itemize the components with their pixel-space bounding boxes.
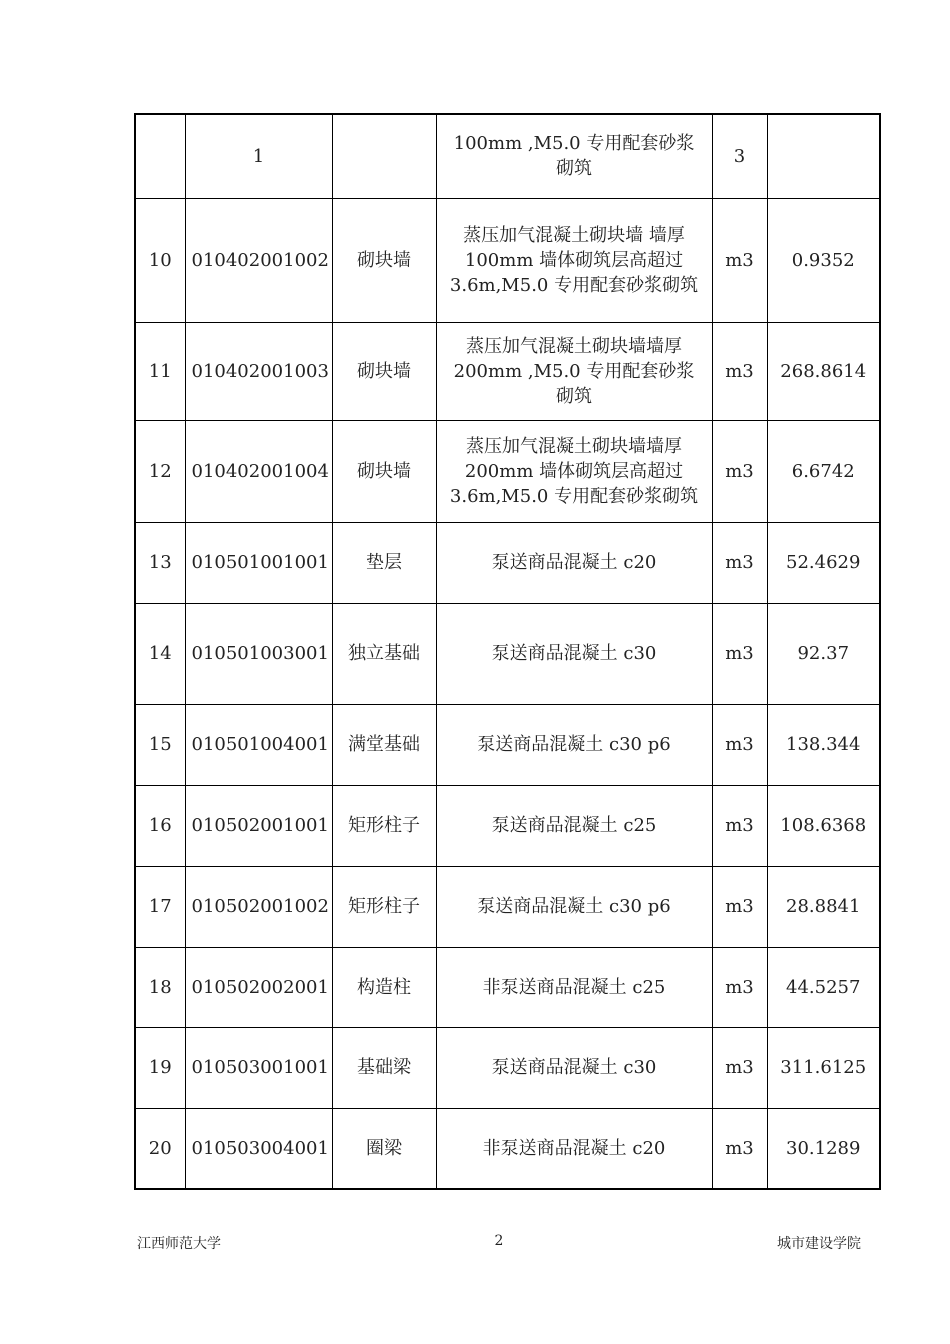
table-row	[135, 114, 880, 198]
item-name-cell: 砌块墙	[332, 198, 436, 322]
item-name-cell: 砌块墙	[332, 322, 436, 420]
item-unit-cell: m3	[712, 947, 767, 1027]
item-code-cell: 1	[185, 114, 332, 198]
item-no-cell: 17	[135, 866, 185, 947]
item-unit-cell: m3	[712, 1027, 767, 1108]
item-name-cell: 砌块墙	[332, 420, 436, 522]
item-qty-cell	[767, 114, 880, 198]
item-name-cell: 圈梁	[332, 1108, 436, 1189]
item-unit-cell: m3	[712, 603, 767, 704]
item-unit-cell: 3	[712, 114, 767, 198]
item-code-cell: 010502001002	[185, 866, 332, 947]
item-unit-cell: m3	[712, 420, 767, 522]
item-desc-cell: 非泵送商品混凝土 c25	[436, 947, 712, 1027]
item-no-cell: 12	[135, 420, 185, 522]
item-no-cell: 15	[135, 704, 185, 785]
item-desc-cell: 蒸压加气混凝土砌块墙墙厚200mm 墙体砌筑层高超过3.6m,M5.0 专用配套砂浆砌筑	[436, 420, 712, 522]
item-code-cell: 010503001001	[185, 1027, 332, 1108]
item-name-cell: 满堂基础	[332, 704, 436, 785]
item-code-cell: 010502002001	[185, 947, 332, 1027]
item-desc-cell: 蒸压加气混凝土砌块墙 墙厚100mm 墙体砌筑层高超过 3.6m,M5.0 专用配套砂浆砌筑	[436, 198, 712, 322]
item-code-cell: 010503004001	[185, 1108, 332, 1189]
item-desc-cell: 泵送商品混凝土 c25	[436, 785, 712, 866]
item-no-cell: 10	[135, 198, 185, 322]
item-unit-cell: m3	[712, 198, 767, 322]
table-row	[135, 198, 880, 322]
item-unit-cell: m3	[712, 866, 767, 947]
item-code-cell: 010501004001	[185, 704, 332, 785]
item-unit-cell: m3	[712, 1108, 767, 1189]
item-name-cell: 矩形柱子	[332, 866, 436, 947]
table-row	[135, 322, 880, 420]
item-no-cell: 20	[135, 1108, 185, 1189]
item-desc-cell: 泵送商品混凝土 c30 p6	[436, 704, 712, 785]
item-name-cell: 矩形柱子	[332, 785, 436, 866]
table-row	[135, 1108, 880, 1189]
item-unit-cell: m3	[712, 522, 767, 603]
item-code-cell: 010501001001	[185, 522, 332, 603]
footer-university: 江西师范大学	[137, 1236, 221, 1252]
table-row	[135, 1027, 880, 1108]
quantity-table	[134, 113, 881, 1190]
item-no-cell: 14	[135, 603, 185, 704]
page-number: 2	[494, 1233, 504, 1249]
item-desc-cell: 泵送商品混凝土 c30	[436, 603, 712, 704]
table-row	[135, 603, 880, 704]
item-name-cell: 独立基础	[332, 603, 436, 704]
item-qty-cell: 108.6368	[767, 785, 880, 866]
item-name-cell: 基础梁	[332, 1027, 436, 1108]
item-desc-cell: 泵送商品混凝土 c30 p6	[436, 866, 712, 947]
table-row	[135, 420, 880, 522]
item-qty-cell: 311.6125	[767, 1027, 880, 1108]
table-row	[135, 522, 880, 603]
item-qty-cell: 30.1289	[767, 1108, 880, 1189]
item-desc-cell: 泵送商品混凝土 c20	[436, 522, 712, 603]
item-no-cell: 11	[135, 322, 185, 420]
item-qty-cell: 268.8614	[767, 322, 880, 420]
table-row	[135, 704, 880, 785]
item-no-cell: 13	[135, 522, 185, 603]
item-desc-cell: 非泵送商品混凝土 c20	[436, 1108, 712, 1189]
item-code-cell: 010402001002	[185, 198, 332, 322]
item-name-cell: 构造柱	[332, 947, 436, 1027]
item-unit-cell: m3	[712, 322, 767, 420]
item-unit-cell: m3	[712, 785, 767, 866]
table-row	[135, 947, 880, 1027]
item-qty-cell: 138.344	[767, 704, 880, 785]
item-no-cell: 18	[135, 947, 185, 1027]
item-code-cell: 010402001003	[185, 322, 332, 420]
item-code-cell: 010402001004	[185, 420, 332, 522]
item-no-cell: 16	[135, 785, 185, 866]
item-qty-cell: 44.5257	[767, 947, 880, 1027]
item-no-cell: 19	[135, 1027, 185, 1108]
footer-college: 城市建设学院	[777, 1236, 861, 1252]
item-qty-cell: 28.8841	[767, 866, 880, 947]
item-unit-cell: m3	[712, 704, 767, 785]
item-qty-cell: 0.9352	[767, 198, 880, 322]
item-qty-cell: 52.4629	[767, 522, 880, 603]
item-qty-cell: 92.37	[767, 603, 880, 704]
item-desc-cell: 蒸压加气混凝土砌块墙墙厚200mm ,M5.0 专用配套砂浆砌筑	[436, 322, 712, 420]
item-name-cell	[332, 114, 436, 198]
item-name-cell: 垫层	[332, 522, 436, 603]
item-desc-cell: 泵送商品混凝土 c30	[436, 1027, 712, 1108]
item-no-cell	[135, 114, 185, 198]
item-code-cell: 010501003001	[185, 603, 332, 704]
table-row	[135, 785, 880, 866]
item-desc-cell: 100mm ,M5.0 专用配套砂浆砌筑	[436, 114, 712, 198]
item-code-cell: 010502001001	[185, 785, 332, 866]
item-qty-cell: 6.6742	[767, 420, 880, 522]
table-row	[135, 866, 880, 947]
